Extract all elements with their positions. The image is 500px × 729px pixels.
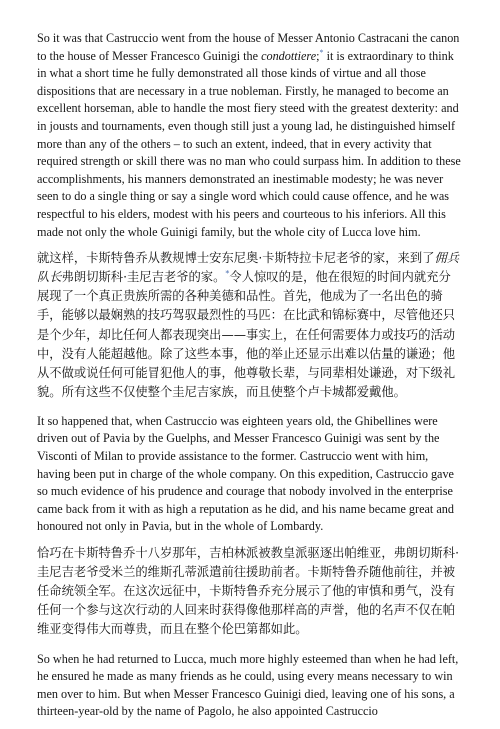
footnote-link[interactable]: * (319, 47, 324, 57)
footnote-link[interactable]: * (225, 269, 230, 279)
paragraph-text: 令人惊叹的是，他在很短的时间内就充分展现了一个真正贵族所需的各种美德和品性。首先，他成为了一名出色的骑手，能够以最娴熟的技巧驾驭最烈性的马匹：在比武和锦标赛中，尽管他还只是个少年，却比任何人都表现突出——事实上，在任何需要体力或技巧的活动中，没有人能超越他。除了这些本事，他的举止还显示出难以估量的谦逊；他从不做或说任何可能冒犯他人的事，他尊敬长辈，与同辈相处谦逊，对下级礼貌。所有这些不仅使整个圭尼吉家族，而且使整个卢卡城都爱戴他。 (37, 270, 456, 399)
paragraph-text: 就这样，卡斯特鲁乔从教规博士安东尼奥·卡斯特拉卡尼老爷的家，来到了 (37, 251, 435, 266)
paragraph-en-1 (37, 30, 463, 241)
document-page (37, 30, 463, 729)
italic-term: condottiere (261, 48, 317, 63)
paragraph-text: it is extraordinary to think in what a short time he fully demonstrated all those kinds of virtue and all those dispositions that are necessary in a true nobleman. Firstly, he managed to become an excellent horseman, able to handle the most fiery steed with the greatest dexterity: and in jousts and tournaments, even though still just a young lad, he distinguished himself more than any of the others – to such an extent, indeed, that in every activity that required strength or skill there was no man who could surpass him. In addition to these accomplishments, his manners demonstrated an inestimable modesty; he was never seen to do a single thing or say a single word which could cause offence, and he was respectful to his elders, modest with his peers and courteous to his inferiors. All this made not only the whole Guinigi family, but the whole city of Lucca love him. (37, 48, 461, 239)
paragraph-zh-1 (37, 249, 463, 402)
italic-term: 佣兵队长 (37, 251, 460, 285)
paragraph-zh-2: 恰巧在卡斯特鲁乔十八岁那年，吉柏林派被教皇派驱逐出帕维亚，弗朗切斯科·圭尼吉老爷受米兰的维斯孔蒂派遣前往援助前者。卡斯特鲁乔随他前往，并被任命统领全军。在这次远征中，卡斯特鲁乔充分展示了他的审慎和勇气，没有任何一个参与这次行动的人回来时获得像他那样高的声誉，他的名声不仅在帕维亚变得伟大而尊贵，而且在整个伦巴第都如此。 (37, 546, 460, 637)
paragraph-en-3: So when he had returned to Lucca, much more highly esteemed than when he had left, he ensured he made as many friends as he could, using every means necessary to win men over to him. But when Messer Francesco Guinigi died, leaving one of his sons, a thirteen-year-old by the name of Pagolo, he also appointed Castruccio (37, 651, 459, 719)
paragraph-text: So it was that Castruccio went from the house of Messer Antonio Castracani the canon to the house of Messer Francesco Guinigi the (37, 31, 460, 63)
paragraph-text: 弗朗切斯科·圭尼吉老爷的家。 (61, 270, 226, 285)
paragraph-en-2: It so happened that, when Castruccio was eighteen years old, the Ghibellines were driven out of Pavia by the Guelphs, and Messer Francesco Guinigi was sent by the Visconti of Milan to provide assistance to the former. Castruccio went with him, having been put in charge of the whole company. On this expedition, Castruccio gave so much evidence of his prudence and courage that nobody involved in the enterprise came back from it with as high a reputation as he did, and his name became great and honoured not only in Pavia, but in the whole of Lombardy. (37, 413, 454, 534)
paragraph-text: ; (316, 48, 320, 63)
